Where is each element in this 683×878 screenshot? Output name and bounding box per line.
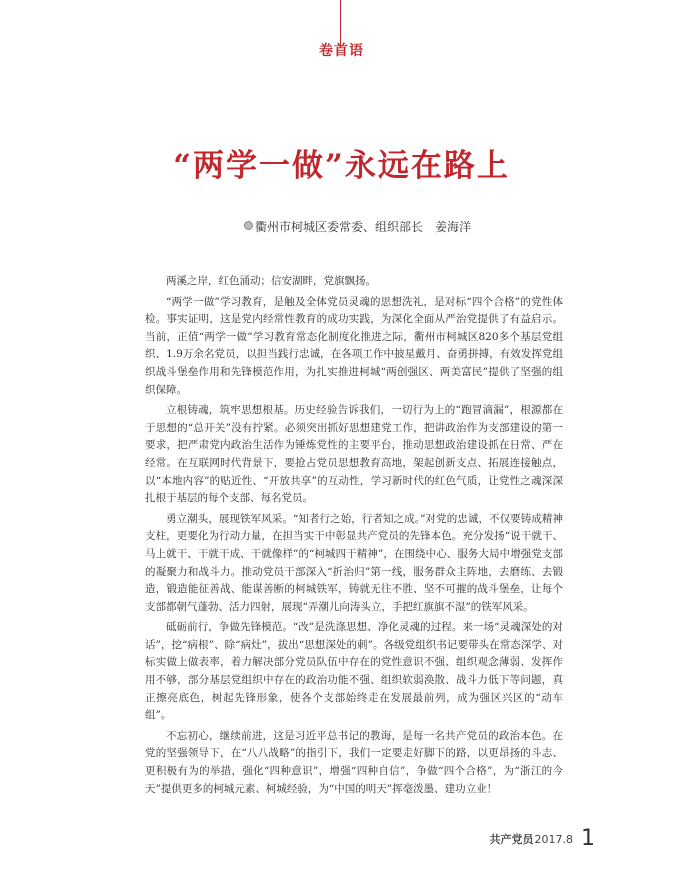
issue-date: 2017.8: [534, 833, 573, 846]
byline: [244, 218, 471, 235]
byline-text: 衢州市柯城区委常委、组织部长 姜海洋: [255, 220, 472, 234]
article-body: [145, 273, 563, 801]
paragraph: 不忘初心，继续前进，这是习近平总书记的教诲，是每一名共产党员的政治本色。在党的坚强领导下，在“八八战略”的指引下，我们一定要走好脚下的路，以更昂扬的斗志、更积极有为的举措，强化“四种意识”，增强“四种自信”，争做“四个合格”，为“浙江的今天”提供更多的柯城元素、柯城经验，为“中国的明天”挥毫泼墨、建功立业！: [145, 729, 563, 795]
paragraph: 勇立潮头，展现铁军风采。“知者行之始，行者知之成。”对党的忠诚，不仅要铸成精神支柱，更要化为行动力量，在担当实干中彰显共产党员的先锋本色。充分发扬“说干就干、马上就干、干就干成、干就像样”的“柯城四干精神”，在围绕中心、服务大局中增强党支部的凝聚力和战斗力。推动党员干部深入“折治归”第一线，服务群众主阵地，去磨练、去锻造，锻造能征善战、能谋善断的柯城铁军，铸就无往不胜、坚不可摧的战斗堡垒，让每个支部都朝气蓬勃、活力四射，展现“弄潮儿向涛头立，手把红旗旗不湿”的铁军风采。: [145, 512, 563, 613]
page-footer: [490, 826, 596, 851]
magazine-logo: 共产党员: [489, 833, 534, 846]
paragraph: 立根铸魂，筑牢思想根基。历史经验告诉我们，一切行为上的“跑冒滴漏”，根源都在于思想的“总开关”没有拧紧。必须突出抓好思想建党工作，把讲政治作为支部建设的第一要求，把严肃党内政治生活作为锤炼党性的主要平台，推动思想政治建设抓在日常、严在经常。在互联网时代背景下，要抢占党员思想教育高地，架起创新支点、拓展连接触点，以“本地内容”的贴近性、“开放共享”的互动性，学习新时代的红色气质，让党性之魂深深扎根于基层的每个支部、每名党员。: [145, 404, 563, 505]
page-number: 1: [581, 826, 595, 851]
paragraph: 两溪之岸，红色涌动；信安湖畔，党旗飘扬。: [166, 275, 376, 287]
section-label: 卷首语: [319, 43, 364, 59]
article-title: “两学一做”永远在路上: [173, 148, 510, 184]
paragraph: “两学一做”学习教育，是触及全体党员灵魂的思想洗礼，是对标“四个合格”的党性体检。事实证明，这是党内经常性教育的成功实践，为深化全面从严治党提供了有益启示。当前，正值“两学一做”学习教育常态化制度化推进之际，衢州市柯城区820多个基层党组织、1.9万余名党员，以担当践行忠诚，在各项工作中披星戴月、奋勇拼搏，有效发挥党组织战斗堡垒作用和先锋模范作用，为扎实推进柯城“两创强区、两美富民”提供了坚强的组织保障。: [145, 295, 563, 396]
paragraph: 砥砺前行，争做先锋模范。“改”是洗涤思想、净化灵魂的过程。来一场“灵魂深处的对话”，挖“病根”、除“病灶”，拔出“思想深处的刺”。各级党组织书记要带头在常态深学、对标实做上做表率，着力解决部分党员队伍中存在的党性意识不强、组织观念薄弱、发挥作用不够，部分基层党组织中存在的政治功能不强、组织软弱涣散、战斗力低下等问题，真正擦亮底色，树起先锋形象，使各个支部始终走在发展最前列，成为强区兴区的“动车组”。: [145, 621, 563, 722]
bullet-icon: [244, 221, 253, 230]
